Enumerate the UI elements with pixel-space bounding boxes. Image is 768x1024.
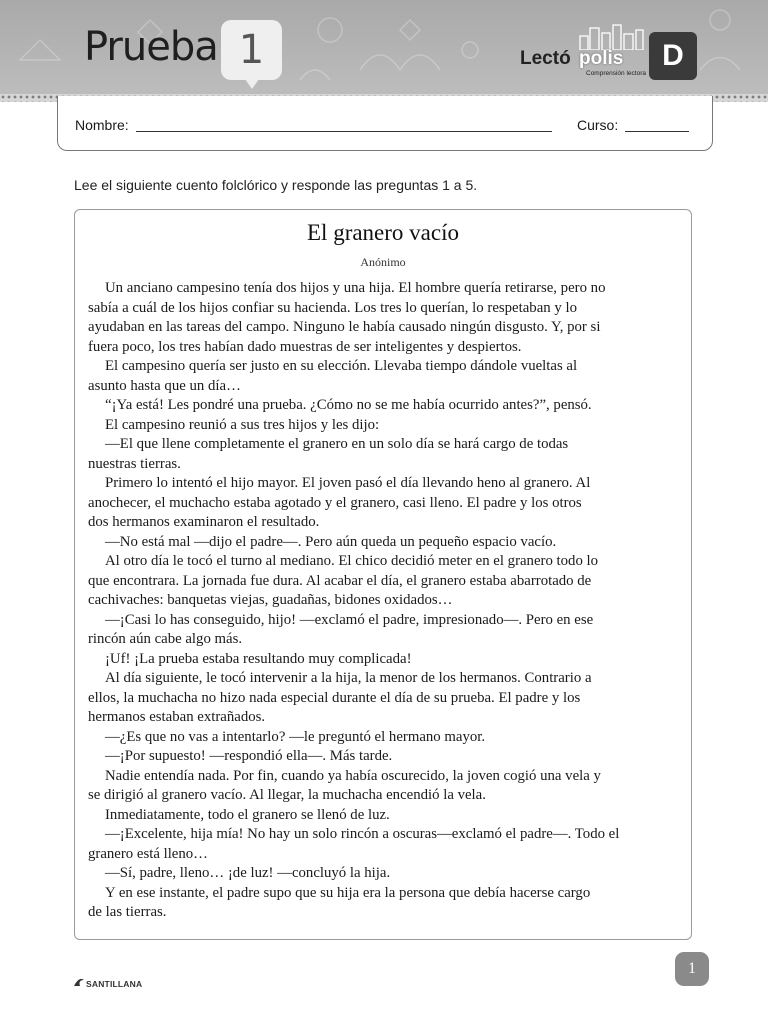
story-line: Al día siguiente, le tocó intervenir a la hija, la menor de los hermanos. Contrario a — [105, 670, 592, 686]
story-line: se dirigió al granero vacío. Al llegar, la muchacha encendió la vela. — [88, 787, 486, 803]
story-line: anochecer, el muchacho estaba agotado y el granero, casi lleno. El padre y los otros — [88, 494, 582, 511]
story-line: ¡Uf! ¡La prueba estaba resultando muy complicada! — [105, 650, 412, 667]
story-line: Primero lo intentó el hijo mayor. El joven pasó el día llevando heno al granero. Al — [105, 475, 591, 491]
test-number-badge: 1 — [221, 20, 282, 80]
publisher-name: SANTILLANA — [86, 979, 143, 989]
brand-name-polis: polis — [579, 48, 624, 69]
page-title: Prueba — [84, 24, 218, 70]
story-line: granero está lleno… — [88, 845, 208, 862]
story-author: Anónimo — [360, 255, 406, 269]
story-body — [88, 279, 681, 923]
story-line: Un anciano campesino tenía dos hijos y una hija. El hombre quería retirarse, pero no — [105, 280, 606, 296]
story-line: cachivaches: banquetas viejas, guadañas, bidones oxidados… — [88, 592, 453, 608]
story-line: Nadie entendía nada. Por fin, cuando ya había oscurecido, la joven cogió una vela y — [105, 767, 601, 784]
story-line: —¡Casi lo has conseguido, hijo! —exclamó el padre, impresionado—. Pero en ese — [105, 611, 594, 628]
story-line: —No está mal —dijo el padre—. Pero aún queda un pequeño espacio vacío. — [105, 533, 557, 550]
story-line: Inmediatamente, todo el granero se llenó de luz. — [105, 806, 390, 823]
story-line: Al otro día le tocó el turno al mediano. El chico decidió meter en el granero todo lo — [105, 553, 599, 569]
story-line: ellos, la muchacha no hizo nada especial durante el día de su prueba. El padre y los — [88, 689, 581, 706]
instruction-text: Lee el siguiente cuento folclórico y responde las preguntas 1 a 5. — [74, 177, 478, 193]
story-line: —El que llene completamente el granero en un solo día se hará cargo de todas — [105, 436, 569, 452]
story-line: —Sí, padre, lleno… ¡de luz! —concluyó la hija. — [105, 865, 391, 881]
story-line: hermanos estaban extrañados. — [88, 709, 266, 725]
header-band — [0, 0, 768, 96]
brand-logo — [518, 30, 648, 80]
story-line: sabía a cuál de los hijos confiar su hacienda. Los tres lo querían, lo respetaban y lo — [88, 299, 577, 316]
city-skyline-icon — [576, 24, 648, 50]
story-box — [74, 209, 692, 940]
name-label: Nombre: — [75, 117, 129, 133]
course-field[interactable] — [625, 131, 689, 132]
course-label: Curso: — [577, 117, 619, 133]
story-line: de las tierras. — [88, 904, 167, 920]
level-badge: D — [649, 32, 697, 80]
student-info-box — [57, 96, 713, 151]
story-line: “¡Ya está! Les pondré una prueba. ¿Cómo no se me había ocurrido antes?”, pensó. — [105, 397, 592, 413]
story-line: Y en ese instante, el padre supo que su hija era la persona que debía hacerse cargo — [105, 884, 591, 901]
brand-subtitle: Comprensión lectora — [586, 70, 646, 77]
santillana-logo-icon — [72, 976, 86, 990]
story-line: El campesino quería ser justo en su elección. Llevaba tiempo dándole vueltas al — [105, 358, 578, 374]
story-line: —¡Por supuesto! —respondió ella—. Más tarde. — [105, 748, 393, 764]
story-title: El granero vacío — [307, 220, 459, 245]
story-line: que encontrara. La jornada fue dura. Al acabar el día, el granero estaba abarrotado de — [88, 572, 592, 589]
story-line: fuera poco, los tres habían dado muestras de ser inteligentes y despiertos. — [88, 338, 522, 355]
story-line: rincón aún cabe algo más. — [88, 631, 243, 647]
name-field[interactable] — [136, 131, 552, 132]
page-number: 1 — [675, 952, 709, 986]
story-line: dos hermanos examinaron el resultado. — [88, 514, 320, 530]
story-line: —¡Excelente, hija mía! No hay un solo rincón a oscuras—exclamó el padre—. Todo el — [105, 826, 620, 842]
story-line: El campesino reunió a sus tres hijos y les dijo: — [105, 416, 380, 433]
story-line: asunto hasta que un día… — [88, 377, 241, 394]
brand-name-lecto: Lectó — [520, 48, 571, 69]
story-line: nuestras tierras. — [88, 455, 181, 472]
story-line: —¿Es que no vas a intentarlo? —le preguntó el hermano mayor. — [105, 728, 486, 745]
story-line: ayudaban en las tareas del campo. Ninguno le había causado ningún disgusto. Y, por si — [88, 319, 601, 335]
